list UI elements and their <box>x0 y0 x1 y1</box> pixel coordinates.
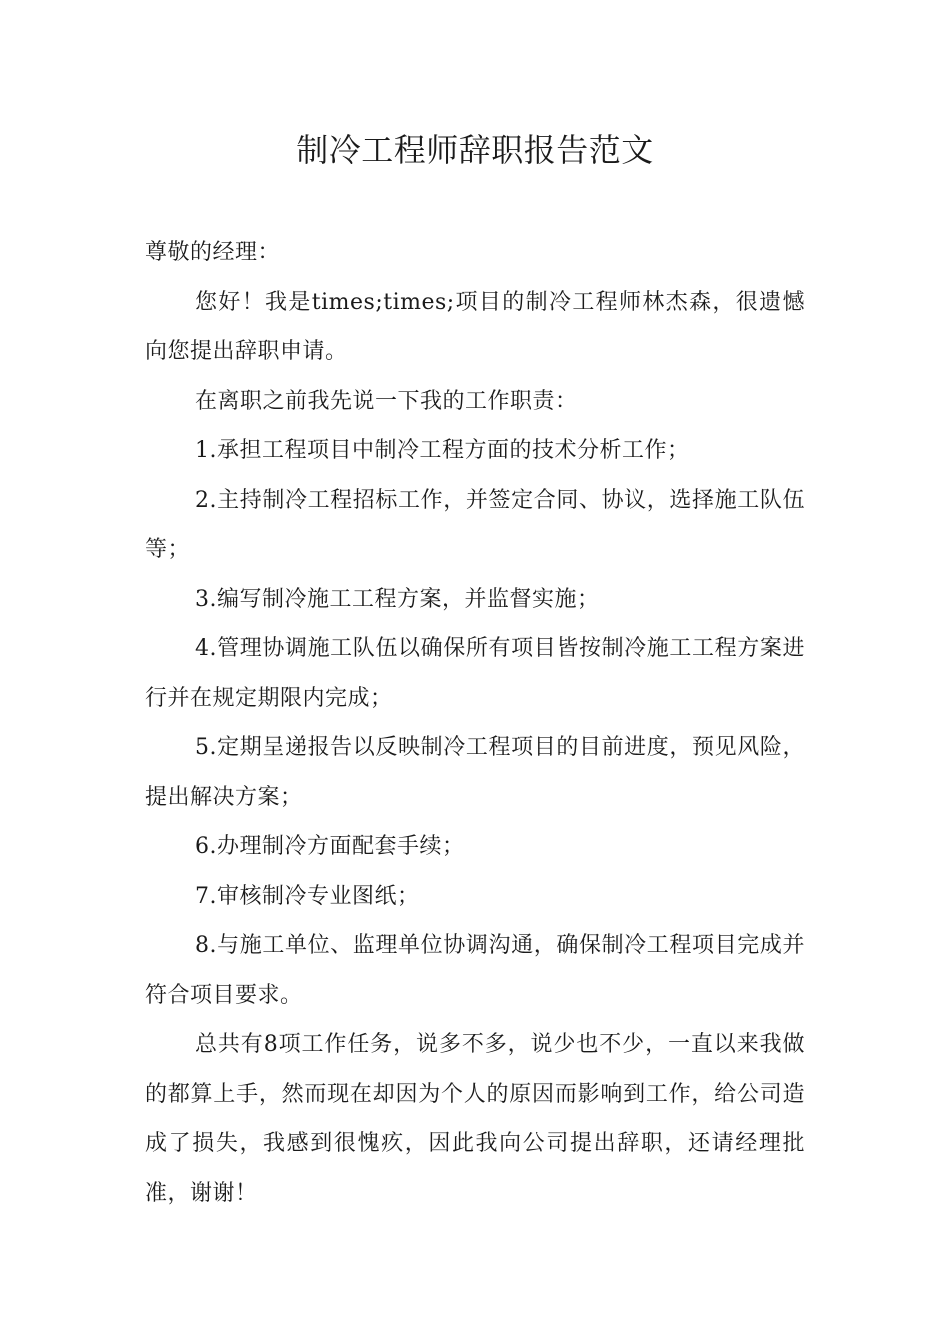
duty-item-2: 2.主持制冷工程招标工作，并签定合同、协议，选择施工队伍等； <box>145 487 805 562</box>
document-body <box>145 228 805 1218</box>
duty-item-7: 7.审核制冷专业图纸； <box>195 883 420 909</box>
paragraph-duties-intro: 在离职之前我先说一下我的工作职责： <box>195 388 578 414</box>
duty-item-4: 4.管理协调施工队伍以确保所有项目皆按制冷施工工程方案进行并在规定期限内完成； <box>145 636 805 711</box>
duty-item-3: 3.编写制冷施工工程方案，并监督实施； <box>195 586 600 612</box>
document-title: 制冷工程师辞职报告范文 <box>296 131 654 169</box>
paragraph-greeting: 您好！我是times;times;项目的制冷工程师林杰森，很遗憾向您提出辞职申请。 <box>145 289 805 364</box>
salutation: 尊敬的经理： <box>145 240 281 265</box>
duty-item-8: 8.与施工单位、监理单位协调沟通，确保制冷工程项目完成并符合项目要求。 <box>145 933 805 1008</box>
duty-item-1: 1.承担工程项目中制冷工程方面的技术分析工作； <box>195 438 690 463</box>
duty-item-6: 6.办理制冷方面配套手续； <box>195 834 465 859</box>
paragraph-closing: 总共有8项工作任务，说多不多，说少也不少，一直以来我做的都算上手，然而现在却因为个人的原因而影响到工作，给公司造成了损失，我感到很愧疚，因此我向公司提出辞职，还请经理批准，谢谢！ <box>145 1032 805 1206</box>
duty-item-5: 5.定期呈递报告以反映制冷工程项目的目前进度，预见风险，提出解决方案； <box>145 735 805 810</box>
